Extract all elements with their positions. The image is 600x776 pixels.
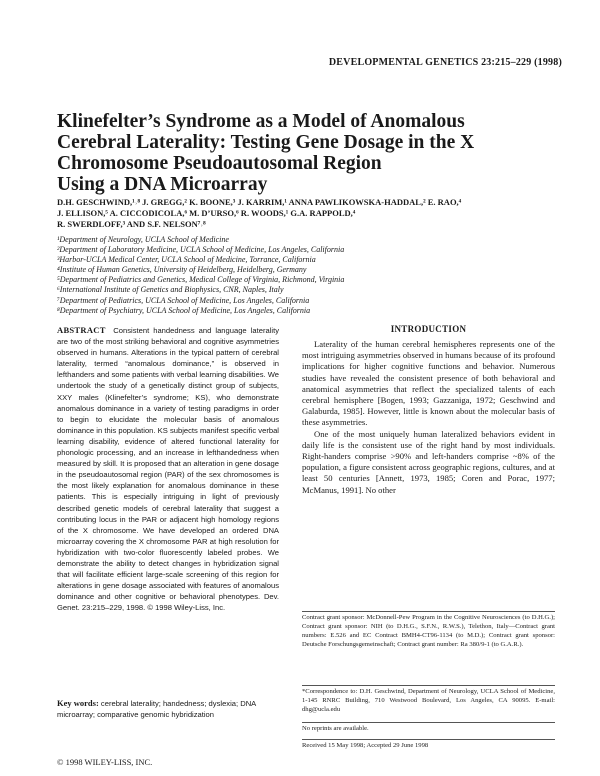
affiliation-list xyxy=(57,235,577,316)
author-list xyxy=(57,197,577,230)
title-line: Chromosome Pseudoautosomal Region xyxy=(57,153,382,174)
footnote-divider xyxy=(302,685,555,686)
grant-footnote: Contract grant sponsor: McDonnell-Pew Program in the Cognitive Neurosciences (to D.H.G.); Contract grant sponsor: NIH (to D.H.G., S.F.N., R.W.S.), Telethon, Italy—Contract grant numbers: E.526 and EC Contract BMH4-CT96-1134 (to M.D.); Contract grant sponsor: Deutsche Forschungsgemeinschaft; Contract grant number: Ra 380/9-1 (to G.A.R.). xyxy=(302,614,555,648)
footnote-divider xyxy=(302,611,555,612)
footnote-divider xyxy=(302,739,555,740)
keywords-text: cerebral laterality; handedness; dyslexia; DNA microarray; comparative genomic hybridization xyxy=(57,699,256,719)
affiliation: ⁷Department of Pediatrics, UCLA School of Medicine, Los Angeles, California xyxy=(57,295,310,305)
title-line: Klinefelter’s Syndrome as a Model of Anomalous xyxy=(57,111,465,132)
correspondence-footnote: *Correspondence to: D.H. Geschwind, Department of Neurology, UCLA School of Medicine, 1-145 RNRC Building, 710 Westwood Boulevard, Los Angeles, CA 90095. E-mail: dhg@ucla.edu xyxy=(302,688,555,713)
article-title xyxy=(57,111,567,195)
author-line: D.H. GESCHWIND,¹˒⁸ J. GREGG,² K. BOONE,³ J. KARRIM,¹ ANNA PAWLIKOWSKA-HADDAL,² E. RAO,⁴ xyxy=(57,197,462,207)
paragraph: Laterality of the human cerebral hemispheres represents one of the most intriguing asymmetries observed in humans because of its profound implications for higher cognitive functions and behavior. Numerous studies have revealed the consistent presence of both behavioral and anatomical asymmetries that reflect the specialized talents of each cerebral hemisphere [Bogen, 1993; Gazzaniga, 1972; Geschwind and Galaburda, 1985]. However, little is known about the molecular basis of these asymmetries. xyxy=(302,339,555,428)
section-heading-introduction: INTRODUCTION xyxy=(390,324,467,334)
keywords-label: Key words: xyxy=(57,698,99,708)
affiliation: ³Harbor-UCLA Medical Center, UCLA School of Medicine, Torrance, California xyxy=(57,255,316,265)
abstract-copyright: © 1998 Wiley-Liss, Inc. xyxy=(147,603,226,613)
affiliation: ⁸Department of Psychiatry, UCLA School of Medicine, Los Angeles, California xyxy=(57,305,311,315)
received-footnote: Received 15 May 1998; Accepted 29 June 1998 xyxy=(302,742,429,749)
keywords xyxy=(57,698,279,720)
affiliation: ⁵Department of Pediatrics and Genetics, Medical College of Virginia, Richmond, Virginia xyxy=(57,275,345,285)
affiliation: ¹Department of Neurology, UCLA School of Medicine xyxy=(57,235,229,244)
footnote-divider xyxy=(302,722,555,723)
introduction-body xyxy=(302,339,555,496)
publisher-copyright: © 1998 WILEY-LISS, INC. xyxy=(57,757,153,767)
author-line: R. SWERDLOFF,³ AND S.F. NELSON⁷˒⁸ xyxy=(57,219,206,229)
author-line: J. ELLISON,⁵ A. CICCODICOLA,⁶ M. D’URSO,⁶ R. WOODS,¹ G.A. RAPPOLD,⁴ xyxy=(57,208,356,218)
title-line: Cerebral Laterality: Testing Gene Dosage in the X xyxy=(57,132,475,153)
title-line: Using a DNA Microarray xyxy=(57,174,268,195)
affiliation: ²Department of Laboratory Medicine, UCLA School of Medicine, Los Angeles, California xyxy=(57,245,345,255)
abstract-text: Consistent handedness and language laterality are two of the most striking behavioral and cognitive asymmetries observed in humans. Alterations in the typical pattern of cerebral laterality, termed “anomalous dominance,” is observed in lefthanders and some patients with verbal learning disabilities. We undertook the study of a genetically distinct group of subjects, XXY males (Klinefelter’s syndrome; KS), who demonstrate anomalous dominance in a variety of testing paradigms in order to begin to elucidate the molecular basis of anomalous dominance in this population. KS subjects manifest specific verbal learning disability, evidence of altered functional laterality for phonologic processing, and an increase in lefthandedness when measured by skill. It is proposed that an alteration in gene dosage in the pseudoautosomal region (PAR) of the sex chromosomes is the most likely explanation for anomalous dominance in these patients. This is especially intriguing in light of previously described genetic models of cerebral laterality that suggest a contributing locus in the PAR or adjacent high homology regions of the X chromosome. We have developed an ordered DNA microarray covering the X chromosome PAR at high resolution for hybridization with two-color fluorescently labeled probes. We demonstrate the ability to detect changes in hybridization signal that will facilitate efficient large-scale screening of this region for alterations in gene dosage associated with features of anomalous dominance and other cognitive or behavioral phenotypes. Dev. Genet. 23:215–229, 1998. xyxy=(57,326,279,613)
paragraph: One of the most uniquely human lateralized behaviors evident in daily life is the consistent use of the right hand by most individuals. Right-handers comprise >90% and left-handers comprise ~8% of the population, a figure consistent across geographic regions, cultures, and at least 50 centuries [Annett, 1973, 1985; Coren and Porac, 1977; McManus, 1991]. No other xyxy=(302,428,555,495)
affiliation: ⁴Institute of Human Genetics, University of Heidelberg, Heidelberg, Germany xyxy=(57,265,307,275)
abstract xyxy=(57,325,279,613)
reprints-footnote: No reprints are available. xyxy=(302,725,369,732)
abstract-label: ABSTRACT xyxy=(57,325,106,335)
affiliation: ⁶International Institute of Genetics and Biophysics, CNR, Naples, Italy xyxy=(57,285,284,295)
journal-reference: DEVELOPMENTAL GENETICS 23:215–229 (1998) xyxy=(328,57,562,68)
